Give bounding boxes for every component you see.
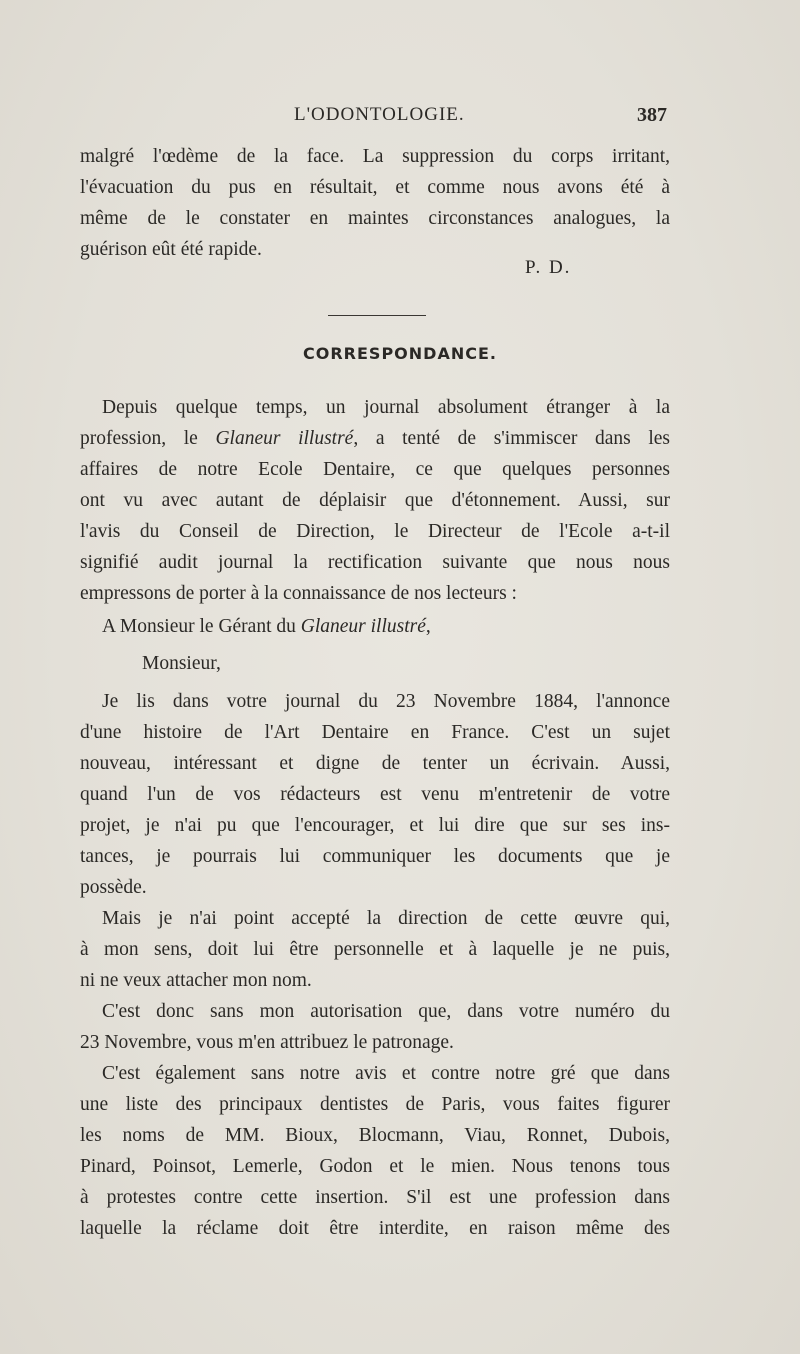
text-line: quand l'un de vos rédacteurs est venu m'entretenir de votre: [80, 784, 670, 805]
section-heading: CORRESPONDANCE.: [303, 344, 497, 363]
intro-text: [80, 141, 670, 265]
text-line: d'une histoire de l'Art Dentaire en France. C'est un sujet: [80, 722, 670, 743]
letter-recipient: [80, 611, 670, 642]
text-fragment: ,: [425, 616, 431, 637]
running-title: L'ODONTOLOGIE.: [294, 104, 465, 125]
journal-title: Glaneur illustré: [300, 616, 426, 637]
text-fragment: profession, le: [80, 428, 216, 449]
text-line: Pinard, Poinsot, Lemerle, Godon et le mien. Nous tenons tous: [80, 1156, 670, 1177]
text-line: 23 Novembre, vous m'en attribuez le patronage.: [80, 1032, 454, 1053]
text-line: l'avis du Conseil de Direction, le Directeur de l'Ecole a-t-il: [80, 521, 670, 542]
text-line: guérison eût été rapide.: [80, 239, 262, 260]
text-line: même de le constater en maintes circonstances analogues, la: [80, 208, 670, 229]
text-line: ont vu avec autant de déplaisir que d'étonnement. Aussi, sur: [80, 490, 670, 511]
text-line: Je lis dans votre journal du 23 Novembre 1884, l'annonce: [102, 691, 670, 712]
text-line: à protestes contre cette insertion. S'il est une profession dans: [80, 1187, 670, 1208]
section-divider: [328, 315, 426, 316]
signature: P. D.: [525, 257, 572, 278]
letter-body: [80, 686, 670, 1244]
running-head: [0, 100, 800, 130]
text-line: Mais je n'ai point accepté la direction de cette œuvre qui,: [102, 908, 670, 929]
text-line: [80, 423, 670, 454]
letter-address: [80, 611, 670, 642]
text-line: Depuis quelque temps, un journal absolument étranger à la: [102, 397, 670, 418]
text-line: les noms de MM. Bioux, Blocmann, Viau, Ronnet, Dubois,: [80, 1125, 670, 1146]
text-line: l'évacuation du pus en résultait, et comme nous avons été à: [80, 177, 670, 198]
text-fragment: , a tenté de s'immiscer dans les: [353, 428, 671, 449]
text-line: empressons de porter à la connaissance de nos lecteurs :: [80, 583, 517, 604]
text-line: tances, je pourrais lui communiquer les documents que je: [80, 846, 670, 867]
journal-title: Glaneur illustré: [215, 428, 354, 449]
text-line: signifié audit journal la rectification suivante que nous nous: [80, 552, 670, 573]
correspondence-paragraph: [80, 392, 670, 609]
text-line: une liste des principaux dentistes de Paris, vous faites figurer: [80, 1094, 670, 1115]
text-line: affaires de notre Ecole Dentaire, ce que quelques personnes: [80, 459, 670, 480]
text-line: laquelle la réclame doit être interdite, en raison même des: [80, 1218, 670, 1239]
text-fragment: A Monsieur le Gérant du: [102, 616, 301, 637]
letter-salutation-block: [80, 648, 670, 679]
page-number: 387: [637, 104, 667, 126]
text-line: C'est donc sans mon autorisation que, dans votre numéro du: [102, 1001, 670, 1022]
text-line: projet, je n'ai pu que l'encourager, et lui dire que sur ses ins-: [80, 815, 670, 836]
text-line: malgré l'œdème de la face. La suppression du corps irritant,: [80, 146, 670, 167]
text-line: nouveau, intéressant et digne de tenter un écrivain. Aussi,: [80, 753, 670, 774]
text-line: à mon sens, doit lui être personnelle et à laquelle je ne puis,: [80, 939, 670, 960]
text-line: C'est également sans notre avis et contre notre gré que dans: [102, 1063, 670, 1084]
text-line: possède.: [80, 877, 147, 898]
letter-salutation: Monsieur,: [142, 653, 221, 674]
text-line: ni ne veux attacher mon nom.: [80, 970, 312, 991]
